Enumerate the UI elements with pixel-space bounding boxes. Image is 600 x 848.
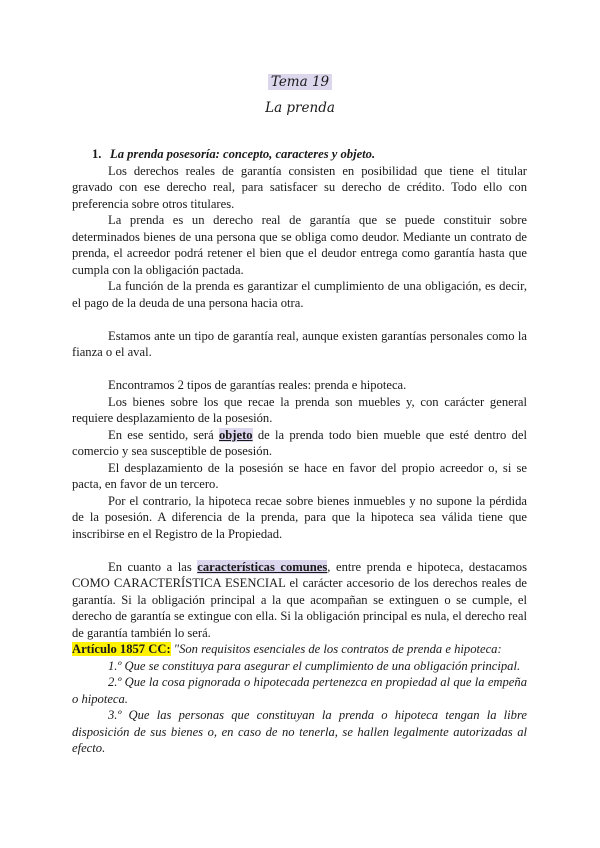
section-number: 1. bbox=[92, 147, 102, 161]
paragraph-10 bbox=[72, 559, 527, 642]
highlight-objeto: objeto bbox=[218, 427, 253, 442]
requirement-2: 2.º Que la cosa pignorada o hipotecada pertenezca en propiedad al que la empeña o hipoteca. bbox=[72, 675, 527, 706]
paragraph-10-lead: En cuanto a las bbox=[108, 559, 198, 574]
highlight-caracteristicas: características comunes bbox=[197, 559, 328, 574]
document-body bbox=[72, 146, 527, 757]
paragraph-3: La función de la prenda es garantizar el cumplimiento de una obligación, es decir, el pago de la deuda de una persona hacia otra. bbox=[72, 279, 527, 310]
page-subtitle: La prenda bbox=[265, 100, 335, 116]
paragraph-6: Los bienes sobre los que recae la prenda son muebles y, con carácter general requiere desplazamiento de la posesión. bbox=[72, 394, 527, 425]
article-label: Artículo 1857 CC: bbox=[72, 642, 171, 656]
article-paragraph bbox=[72, 641, 527, 658]
requirement-1: 1.º Que se constituya para asegurar el cumplimiento de una obligación principal. bbox=[108, 658, 521, 673]
section-heading-text: La prenda posesoría: concepto, caracteres y objeto. bbox=[110, 147, 376, 161]
paragraph-8: El desplazamiento de la posesión se hace en favor del propio acreedor o, si se pacta, en favor de un tercero. bbox=[72, 460, 527, 491]
paragraph-10-tail: , entre prenda e hipoteca, destacamos COMO CARACTERÍSTICA ESENCIAL el carácter accesorio de los derechos reales de garantía. Si la obligación principal a la que acompañan se extinguen o se cumple, el derecho de garantía se extingue con ella. Si la obligación principal es nula, el derecho real de garantía también lo será. bbox=[72, 559, 527, 640]
paragraph-7 bbox=[72, 427, 527, 460]
paragraph-5: Encontramos 2 tipos de garantías reales: prenda e hipoteca. bbox=[108, 378, 407, 392]
paragraph-9: Por el contrario, la hipoteca recae sobre bienes inmuebles y no supone la pérdida de la posesión. A diferencia de la prenda, para que la hipoteca sea válida tiene que inscribirse en el Registro de la Propiedad. bbox=[72, 493, 527, 541]
requirement-3: 3.º Que las personas que constituyan la prenda o hipoteca tengan la libre disposición de sus bienes o, en caso de no tenerla, se hallen legalmente autorizadas al efecto. bbox=[72, 708, 527, 755]
section-heading bbox=[72, 146, 527, 163]
paragraph-4: Estamos ante un tipo de garantía real, aunque existen garantías personales como la fianza o el aval. bbox=[72, 328, 527, 359]
paragraph-7-lead: En ese sentido, será bbox=[108, 427, 219, 442]
title-text: Tema 19 bbox=[268, 74, 332, 90]
paragraph-2: La prenda es un derecho real de garantía que se puede constituir sobre determinados bienes de una persona que se obliga como deudor. Mediante un contrato de prenda, el acreedor podrá retener el bien que el deudor entrega como garantía hasta que cumpla con la obligación pactada. bbox=[72, 213, 527, 277]
paragraph-1: Los derechos reales de garantía consisten en posibilidad que tiene el titular gravado con ese derecho real, para satisfacer su derecho de crédito. Todo ello con preferencia sobre otros titulares. bbox=[72, 163, 527, 211]
article-intro: "Son requisitos esenciales de los contratos de prenda e hipoteca: bbox=[170, 642, 502, 656]
paragraph-7-tail: de la prenda todo bien mueble que esté dentro del comercio y sea susceptible de posesión. bbox=[72, 427, 528, 458]
page-title bbox=[0, 74, 600, 90]
